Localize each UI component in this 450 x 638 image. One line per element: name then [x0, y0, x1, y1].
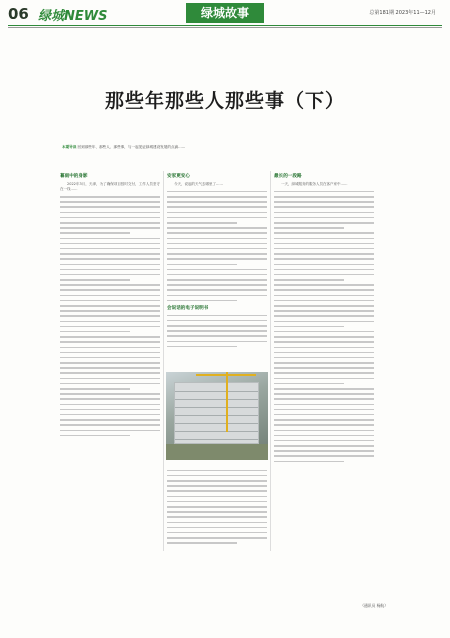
- issue-info: 总第181期 2023年11—12月: [369, 10, 436, 16]
- column-3-paragraph: 一天，绿城服务的服务人员在客户家中……: [281, 182, 348, 186]
- column-3-body-text: [274, 191, 374, 462]
- byline: （通讯员 杨航）: [360, 603, 388, 608]
- column-2-body-text-3: [167, 470, 267, 544]
- page-number: 06: [8, 5, 29, 23]
- column-1-subtitle: 暮雨中的身影: [60, 174, 88, 179]
- column-1-paragraph: 2022年3月，天津，为了确保项目按时交付，工作人员坚守在一线……: [60, 182, 160, 192]
- column-2: [167, 171, 267, 351]
- article-headline: 那些年那些人那些事（下）: [104, 90, 345, 112]
- section-title: 绿城故事: [186, 3, 264, 23]
- column-1: [60, 171, 160, 440]
- article-photo: [166, 372, 268, 460]
- header-rule-thin: [8, 27, 442, 28]
- intro-text: 回到那些年、那些人、那些事，与一起见证绿城建设发展的点滴……: [77, 145, 186, 149]
- header-rule: [8, 25, 442, 26]
- column-2-lower: [167, 466, 267, 548]
- column-divider: [270, 171, 271, 551]
- column-2-body-text-2: [167, 315, 267, 348]
- masthead: [0, 0, 450, 34]
- column-3-subtitle: 最长的一段路: [274, 174, 302, 179]
- column-divider: [163, 171, 164, 551]
- column-2-subtitle: 安家更安心: [167, 174, 190, 179]
- column-2-paragraph: 今天，说起的天气去哪里了……: [174, 182, 223, 186]
- column-2-subtitle-2: 会说话的电子说明书: [167, 306, 209, 312]
- paper-name: 绿城NEWS: [38, 9, 108, 24]
- column-2-body-text: [167, 191, 267, 301]
- article-intro: [62, 145, 392, 150]
- column-3: [274, 171, 374, 466]
- intro-label: 本期导读: [62, 145, 77, 149]
- column-1-body-text: [60, 196, 160, 436]
